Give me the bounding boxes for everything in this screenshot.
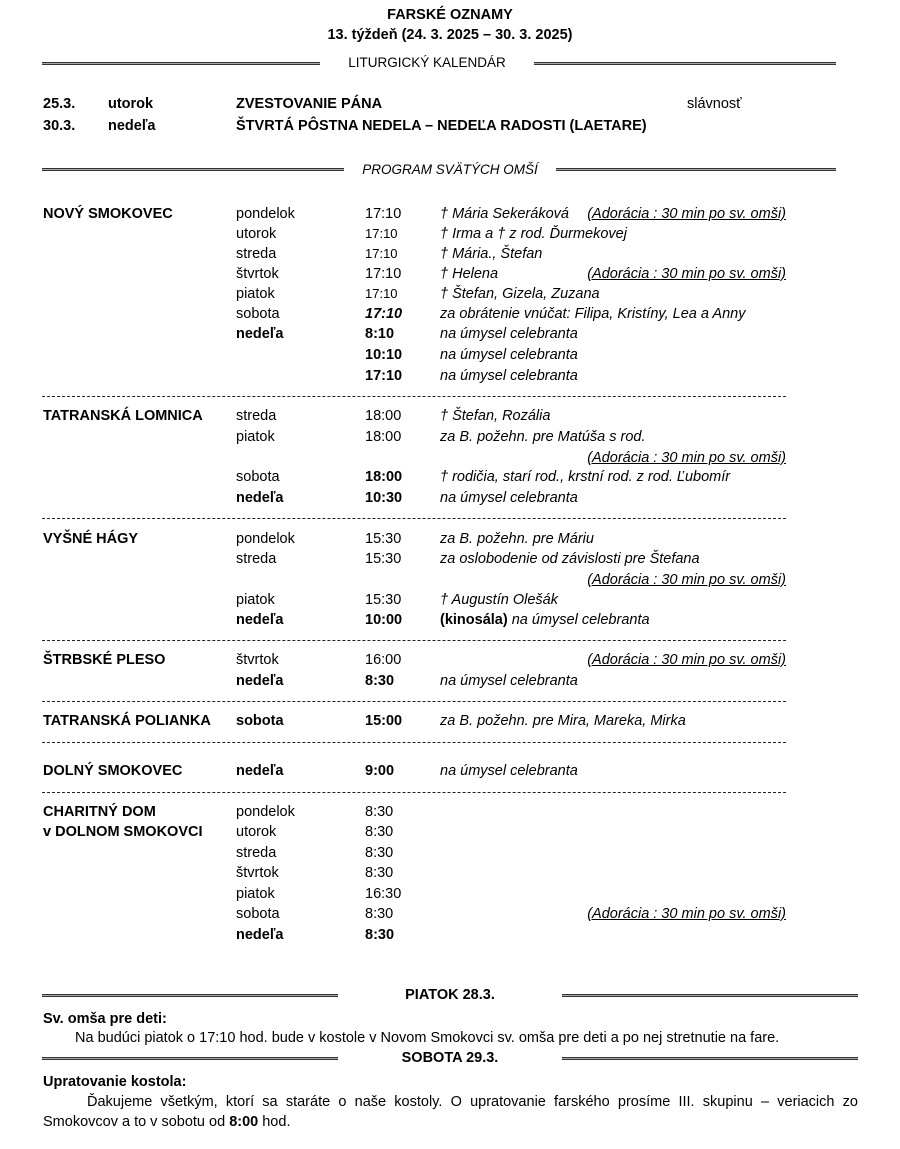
cleaning-text: Smokovcov a to v sobotu od xyxy=(43,1114,230,1130)
mass-day: utorok xyxy=(236,226,277,242)
adoration-row xyxy=(0,572,900,592)
mass-intention xyxy=(440,612,650,628)
mass-day: streda xyxy=(236,845,277,861)
mass-intention: na úmysel celebranta xyxy=(440,490,578,506)
mass-intention: † Štefan, Rozália xyxy=(440,408,551,424)
section-divider xyxy=(42,396,786,397)
mass-day: štvrtok xyxy=(236,266,279,282)
mass-row xyxy=(0,824,900,844)
mass-day: nedeľa xyxy=(236,612,284,628)
parish-name: NOVÝ SMOKOVEC xyxy=(43,206,173,222)
divider-line xyxy=(42,994,338,997)
mass-time: 18:00 xyxy=(365,408,402,424)
liturgical-day: utorok xyxy=(108,96,154,112)
mass-intention: za oslobodenie od závislosti pre Štefana xyxy=(440,551,700,567)
mass-day: pondelok xyxy=(236,206,295,222)
mass-day: sobota xyxy=(236,469,280,485)
parish-name: TATRANSKÁ LOMNICA xyxy=(43,408,203,424)
mass-time: 17:10 xyxy=(365,206,402,222)
mass-intention: za B. požehn. pre Matúša s rod. xyxy=(440,429,646,445)
mass-intention: † Mária., Štefan xyxy=(440,246,543,262)
mass-row xyxy=(0,286,900,306)
mass-row xyxy=(0,886,900,906)
mass-day: nedeľa xyxy=(236,490,284,506)
mass-time: 10:10 xyxy=(365,347,403,363)
mass-day: piatok xyxy=(236,886,275,902)
liturgical-feast: ZVESTOVANIE PÁNA xyxy=(236,96,383,112)
mass-row xyxy=(0,592,900,612)
mass-intention: † Mária Sekeráková xyxy=(440,206,569,222)
mass-intention: za obrátenie vnúčat: Filipa, Kristíny, Lea a Anny xyxy=(440,306,746,322)
mass-day: sobota xyxy=(236,713,284,729)
mass-intention: za B. požehn. pre Mira, Mareka, Mirka xyxy=(440,713,686,729)
cleaning-text-end: hod. xyxy=(258,1114,291,1130)
mass-row xyxy=(0,845,900,865)
parish-name: DOLNÝ SMOKOVEC xyxy=(43,763,183,779)
mass-row xyxy=(0,408,900,428)
mass-row xyxy=(0,652,900,672)
friday-label: PIATOK 28.3. xyxy=(405,987,495,1003)
mass-intention: † Irma a † z rod. Ďurmekovej xyxy=(440,226,627,242)
parish-name: CHARITNÝ DOM xyxy=(43,804,156,820)
divider-line xyxy=(556,168,836,171)
mass-time: 16:30 xyxy=(365,886,402,902)
divider-line xyxy=(42,62,320,65)
mass-time: 17:10 xyxy=(365,306,403,322)
mass-intention: na úmysel celebranta xyxy=(440,326,578,342)
adoration-row xyxy=(0,450,900,470)
parish-name: VYŠNÉ HÁGY xyxy=(43,531,139,547)
liturgical-row xyxy=(0,118,900,138)
mass-row xyxy=(0,368,900,388)
mass-time: 10:00 xyxy=(365,612,403,628)
mass-time: 8:30 xyxy=(365,845,394,861)
mass-day: nedeľa xyxy=(236,673,284,689)
divider-line xyxy=(42,1057,338,1060)
parish-name: TATRANSKÁ POLIANKA xyxy=(43,713,211,729)
mass-row xyxy=(0,612,900,632)
divider-line xyxy=(562,994,858,997)
mass-day: piatok xyxy=(236,429,275,445)
mass-row xyxy=(0,490,900,510)
divider-line xyxy=(42,168,344,171)
adoration-note: (Adorácia : 30 min po sv. omši) xyxy=(587,652,786,668)
mass-intention: na úmysel celebranta xyxy=(440,347,578,363)
mass-intention: na úmysel celebranta xyxy=(440,673,578,689)
mass-day: streda xyxy=(236,551,277,567)
adoration-note: (Adorácia : 30 min po sv. omši) xyxy=(587,572,786,588)
mass-day: pondelok xyxy=(236,804,295,820)
mass-day: streda xyxy=(236,246,277,262)
mass-time: 8:30 xyxy=(365,927,395,943)
mass-row xyxy=(0,266,900,286)
cleaning-text-line2 xyxy=(43,1114,290,1130)
mass-day: štvrtok xyxy=(236,652,279,668)
mass-row xyxy=(0,551,900,571)
week-range: 13. týždeň (24. 3. 2025 – 30. 3. 2025) xyxy=(327,27,573,43)
mass-time: 18:00 xyxy=(365,429,402,445)
mass-row xyxy=(0,927,900,947)
children-mass-text: Na budúci piatok o 17:10 hod. bude v kostole v Novom Smokovci sv. omša pre deti a po nej stretnutie na fare. xyxy=(75,1030,780,1046)
mass-time: 17:10 xyxy=(365,368,403,384)
mass-day: štvrtok xyxy=(236,865,279,881)
mass-row xyxy=(0,906,900,926)
mass-row xyxy=(0,429,900,449)
mass-time: 15:00 xyxy=(365,713,403,729)
mass-time: 17:10 xyxy=(365,226,398,241)
mass-time: 16:00 xyxy=(365,652,402,668)
mass-day: nedeľa xyxy=(236,763,284,779)
mass-row xyxy=(0,531,900,551)
mass-time: 17:10 xyxy=(365,286,398,301)
mass-intention: † rodičia, starí rod., krstní rod. z rod. Ľubomír xyxy=(440,469,731,485)
mass-intention: na úmysel celebranta xyxy=(440,368,578,384)
mass-time: 8:10 xyxy=(365,326,395,342)
parish-name: ŠTRBSKÉ PLESO xyxy=(43,652,166,668)
mass-time: 10:30 xyxy=(365,490,403,506)
mass-day: pondelok xyxy=(236,531,295,547)
saturday-label: SOBOTA 29.3. xyxy=(401,1050,499,1066)
mass-intention: † Štefan, Gizela, Zuzana xyxy=(440,286,600,302)
children-mass-heading: Sv. omša pre deti: xyxy=(43,1011,167,1027)
cleaning-time: 8:00 xyxy=(229,1114,259,1130)
mass-intention: † Helena xyxy=(440,266,499,282)
liturgical-rank: slávnosť xyxy=(687,96,742,112)
mass-row xyxy=(0,226,900,246)
mass-program-label: PROGRAM SVÄTÝCH OMŠÍ xyxy=(362,162,538,177)
liturgical-date: 30.3. xyxy=(43,118,76,134)
mass-row xyxy=(0,713,900,733)
mass-day: piatok xyxy=(236,592,275,608)
mass-row xyxy=(0,206,900,226)
venue-note: (kinosála) xyxy=(440,612,508,628)
mass-intention-text: na úmysel celebranta xyxy=(511,612,650,628)
cleaning-heading: Upratovanie kostola: xyxy=(43,1074,187,1090)
mass-time: 17:10 xyxy=(365,266,402,282)
divider-line xyxy=(562,1057,858,1060)
divider-line xyxy=(534,62,836,65)
mass-row xyxy=(0,306,900,326)
section-divider xyxy=(42,518,786,519)
adoration-note: (Adorácia : 30 min po sv. omši) xyxy=(587,450,786,466)
mass-row xyxy=(0,804,900,824)
mass-time: 8:30 xyxy=(365,906,394,922)
mass-time: 8:30 xyxy=(365,804,394,820)
mass-day: piatok xyxy=(236,286,275,302)
liturgical-row xyxy=(0,96,900,116)
cleaning-text-line1: Ďakujeme všetkým, ktorí sa staráte o naše kostoly. O upratovanie farského prosíme III. skupinu – veriacich zo xyxy=(87,1094,858,1110)
mass-intention: † Augustín Olešák xyxy=(440,592,558,608)
mass-row xyxy=(0,469,900,489)
mass-day: sobota xyxy=(236,306,280,322)
mass-intention: na úmysel celebranta xyxy=(440,763,578,779)
mass-row xyxy=(0,673,900,693)
mass-day: streda xyxy=(236,408,277,424)
mass-time: 9:00 xyxy=(365,763,395,779)
mass-day: nedeľa xyxy=(236,927,284,943)
mass-day: utorok xyxy=(236,824,277,840)
section-divider xyxy=(42,792,786,793)
section-divider xyxy=(42,640,786,641)
liturgical-calendar-label: LITURGICKÝ KALENDÁR xyxy=(348,55,506,70)
mass-day: sobota xyxy=(236,906,280,922)
mass-row xyxy=(0,326,900,346)
mass-row xyxy=(0,865,900,885)
mass-time: 8:30 xyxy=(365,824,394,840)
mass-time: 15:30 xyxy=(365,531,402,547)
mass-time: 15:30 xyxy=(365,551,402,567)
mass-row xyxy=(0,763,900,783)
mass-time: 18:00 xyxy=(365,469,403,485)
page-title: FARSKÉ OZNAMY xyxy=(387,7,513,23)
mass-time: 8:30 xyxy=(365,673,395,689)
mass-time: 17:10 xyxy=(365,246,398,261)
liturgical-date: 25.3. xyxy=(43,96,76,112)
adoration-note: (Adorácia : 30 min po sv. omši) xyxy=(587,206,786,222)
adoration-note: (Adorácia : 30 min po sv. omši) xyxy=(587,906,786,922)
parish-name-line2: v DOLNOM SMOKOVCI xyxy=(43,824,203,840)
mass-intention: za B. požehn. pre Máriu xyxy=(440,531,594,547)
liturgical-day: nedeľa xyxy=(108,118,156,134)
mass-time: 15:30 xyxy=(365,592,402,608)
mass-row xyxy=(0,347,900,367)
adoration-note: (Adorácia : 30 min po sv. omši) xyxy=(587,266,786,282)
mass-time: 8:30 xyxy=(365,865,394,881)
section-divider xyxy=(42,742,786,743)
liturgical-feast: ŠTVRTÁ PÔSTNA NEDELA – NEDEĽA RADOSTI (LAETARE) xyxy=(236,118,647,134)
mass-row xyxy=(0,246,900,266)
mass-day: nedeľa xyxy=(236,326,284,342)
section-divider xyxy=(42,701,786,702)
